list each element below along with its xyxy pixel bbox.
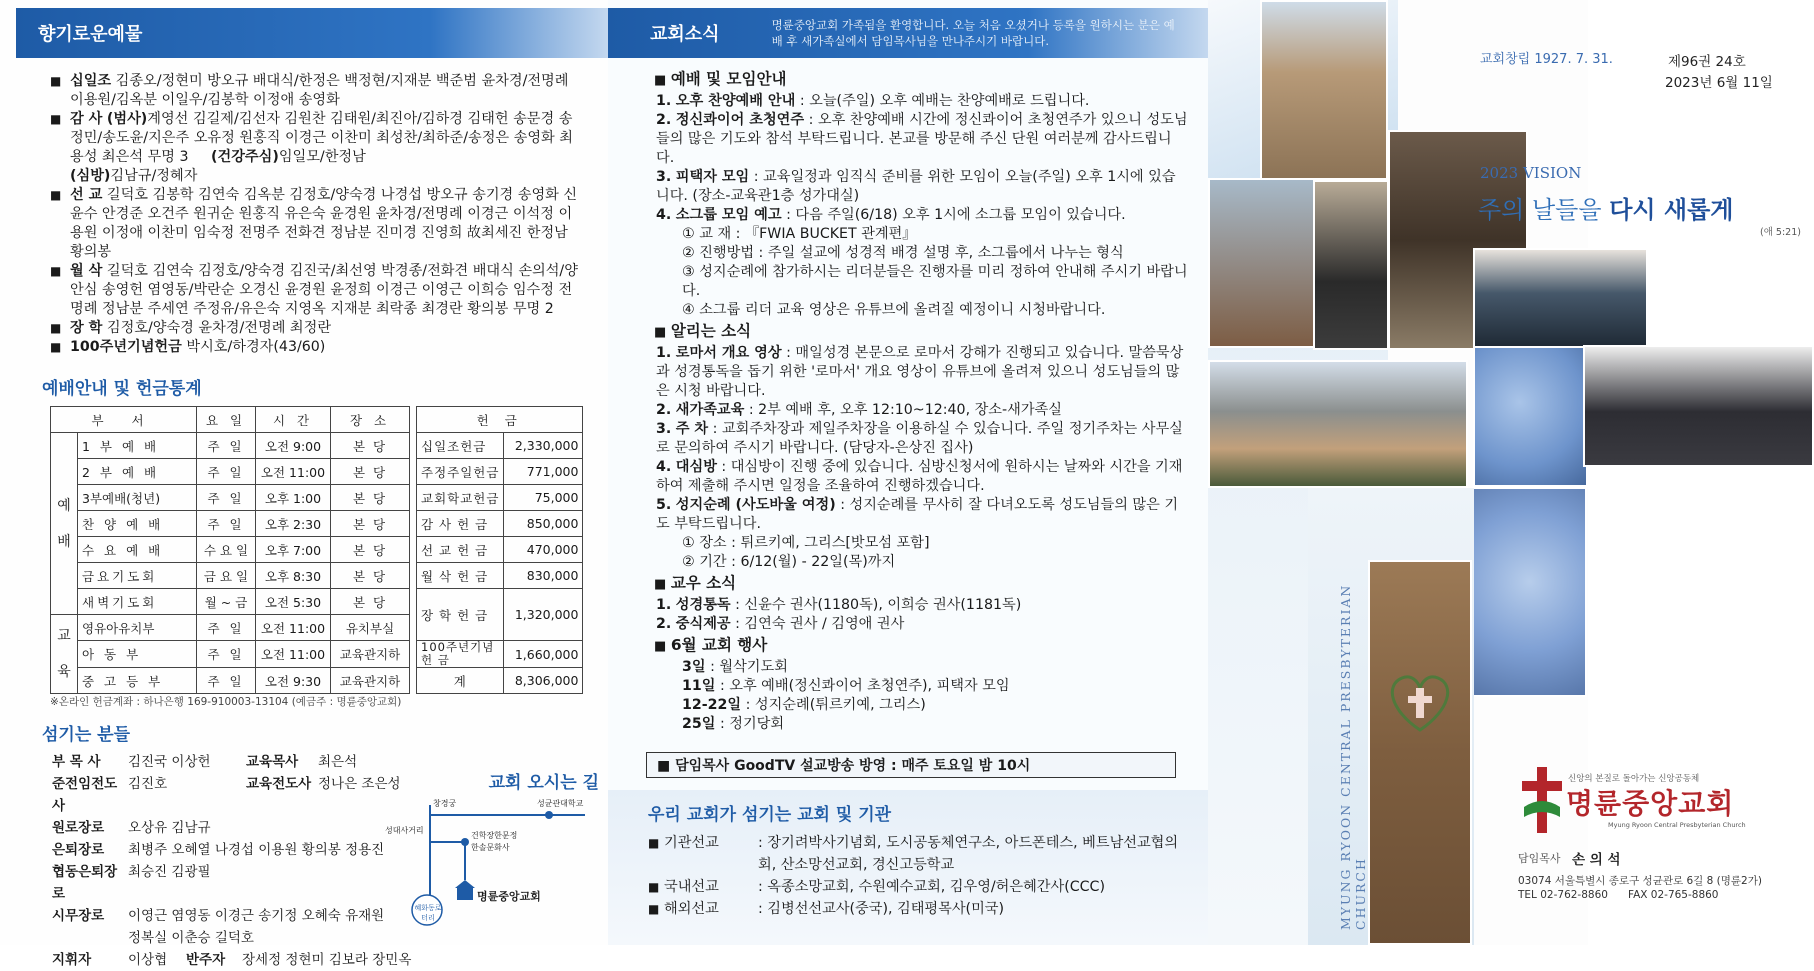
staff-row: 지휘자 이상협 반주자 장세정 정현미 김보라 장민옥 — [52, 952, 412, 968]
church-name-en: Myung Ryoon Central Presbyterian Church — [1608, 821, 1746, 829]
church-address: 03074 서울특별시 종로구 성균관로 6길 8 (명륜2가) — [1518, 875, 1762, 887]
news-section-title: ■ 6월 교회 행사 — [654, 636, 1188, 656]
table-row: 2 부 예 배 주 일 오전 11:00 본 당 주정주일헌금 771,000 — [51, 459, 583, 485]
volume-number: 제96권 24호 — [1668, 54, 1746, 70]
map-label: 창경궁 — [433, 799, 457, 808]
offering-item: ■ 100주년기념헌금 박시호/하경자(43/60) — [50, 338, 580, 357]
news-subitem: ② 기간 : 6/12(월) - 22일(목)까지 — [682, 554, 896, 570]
logo-tagline: 신앙의 본질로 돌아가는 신앙공동체 — [1568, 774, 1700, 784]
wooden-cross-photo — [1368, 560, 1472, 945]
news-list — [648, 68, 1188, 734]
news-panel — [608, 0, 1208, 945]
table-row: 금요기도회 금 요 일 오후 8:30 본 당 월 삭 헌 금 830,000 — [51, 563, 583, 589]
news-item: 1. 성경통독 : 신윤수 권사(1180독), 이희승 권사(1181독) — [656, 597, 1022, 613]
col-header: 헌 금 — [417, 407, 583, 433]
staff-row: 원로장로 오상유 김남규 — [52, 820, 211, 836]
institutions-title: 우리 교회가 섬기는 교회 및 기관 — [648, 805, 892, 825]
choir-photo-front — [1473, 248, 1648, 348]
offering-item: ■ 감 사 (범사)계영선 김길제/김선자 김원찬 김태원/최진아/김하경 김태헌 송문경 송정민/송도윤/지은주 오유정 원홍직 이경근 이찬미 최성찬/최하준/송정은 송영화 최용성 최은석 무명 3 (건강주심)임일모/한정남 (심방)김남규/정혜자 — [50, 110, 580, 186]
building-photo — [1208, 178, 1315, 348]
institution-row: ■ 국내선교 : 옥종소망교회, 수원예수교회, 김우영/허은혜간사(CCC) — [648, 876, 1188, 898]
news-item: 1. 로마서 개요 영상 : 매일성경 본문으로 로마서 강해가 진행되고 있습니다. 말씀묵상과 성경통독을 돕기 위한 '로마서' 개요 영상이 유튜브에 올려져 있으니 성도님들의 많은 시청 바랍니다. — [656, 345, 1184, 399]
col-header: 요 일 — [197, 407, 256, 433]
group-label: 예 배 — [51, 433, 78, 615]
issue-date: 2023년 6월 11일 — [1665, 75, 1773, 91]
staff-title: 섬기는 분들 — [42, 725, 131, 745]
event-item: 3일 : 월삭기도회 — [682, 659, 788, 675]
table-row: 아 동 부 주 일 오전 11:00 교육관지하 100주년기념 헌 금 1,660,000 — [51, 641, 583, 668]
table-row: 3부예배(청년) 주 일 오후 1:00 본 당 교회학교헌금 75,000 — [51, 485, 583, 511]
cover-panel — [1208, 0, 1814, 945]
news-item: 2. 정신콰이어 초청연주 : 오후 찬양예배 시간에 정신콰이어 초청연주가 있으니 성도님들의 많은 기도와 참석 부탁드립니다. 본교를 방문해 주신 단원 여러분께 감사드립니다. — [656, 112, 1188, 166]
offering-item: ■ 선 교 길덕호 김봉학 김연숙 김옥분 김정호/양숙경 나경섭 방오규 송기경 송영화 신윤수 안경준 오건주 원귀순 원홍직 유은숙 윤경원 윤차경/전명례 이경근 이석정 이용원 이정애 이찬미 임숙정 전명주 전화견 정남분 진미경 진영희 故최세진 한정남 황의봉 — [50, 186, 580, 262]
staff-row: 부 목 사 김진국 이상헌 교육목사 최은석 — [52, 754, 358, 770]
col-header: 시 간 — [256, 407, 331, 433]
institution-row: ■ 기관선교 : 장기려박사기념회, 도시공동체연구소, 아드폰테스, 베트남선교협의회, 산소망선교회, 경신고등학교 — [648, 832, 1188, 876]
news-subitem: ② 진행방법 : 주일 설교에 성경적 배경 설명 후, 소그룹에서 나누는 형식 — [682, 245, 1124, 261]
elders-photo-front — [1583, 345, 1814, 467]
news-item: 2. 새가족교육 : 2부 예배 후, 오후 12:10~12:40, 장소-새가족실 — [656, 402, 1062, 418]
map-label: 명륜중앙교회 — [477, 890, 541, 903]
map-label: 한솔문화사 — [471, 843, 510, 852]
offering-panel — [0, 0, 608, 968]
institutions-list — [648, 832, 1188, 920]
news-subitem: ① 교 재 : 『FWIA BUCKET 관계편』 — [682, 226, 917, 242]
pastor-name: 손 의 석 — [1572, 852, 1621, 868]
staff-row: 은퇴장로 최병주 오혜열 나경섭 이용원 황의봉 정용진 — [52, 842, 385, 858]
news-item: 4. 대심방 : 대심방이 진행 중에 있습니다. 심방신청서에 원하시는 날짜와 시간을 기재하여 제출해 주시면 일정을 조율하여 진행하겠습니다. — [656, 459, 1183, 494]
event-item: 25일 : 정기당회 — [682, 716, 785, 732]
group-trip-photo — [1208, 360, 1468, 488]
news-subitem: ① 장소 : 튀르키예, 그리스[밧모섬 포함] — [682, 535, 930, 551]
offering-item: ■ 월 삭 길덕호 김연숙 김정호/양숙경 김진국/최선영 박경종/전화견 배대식 손의석/양안심 송영헌 염영동/박란순 오경신 윤경원 윤정희 이경근 이영근 이희승 임수정 전명례 정남분 주세연 주정유/유은숙 지영옥 지재분 최락종 최경란 황의봉 무명 2 — [50, 262, 580, 319]
church-fax: FAX 02-765-8860 — [1628, 889, 1719, 901]
vision-year: 2023 VISION — [1480, 164, 1582, 182]
vision-reference: (애 5:21) — [1760, 227, 1801, 238]
staff-row: 시무장로 이영근 염영동 이경근 송기정 오혜숙 유재원 — [52, 908, 385, 924]
map-label: 성균관대학교 — [537, 799, 584, 808]
news-item: 5. 성지순례 (사도바울 여정) : 성지순례를 무사히 잘 다녀오도록 성도님들의 많은 기도 부탁드립니다. — [656, 497, 1179, 532]
staff-row: 정복실 이춘승 길덕호 — [128, 930, 254, 946]
service-title: 예배안내 및 헌금통계 — [42, 379, 202, 399]
founded-date: 교회창립 1927. 7. 31. — [1480, 52, 1613, 67]
vertical-church-name: MYUNG RYOON CENTRAL PRESBYTERIAN CHURCH — [1338, 583, 1368, 930]
heart-cross-icon — [1380, 660, 1460, 740]
institution-row: ■ 해외선교 : 김병선선교사(중국), 김태평목사(미국) — [648, 898, 1188, 920]
account-note: ※온라인 헌금계좌 : 하나은행 169-910003-13104 (예금주 : 명륜중앙교회) — [50, 696, 402, 708]
church-tel: TEL 02-762-8860 — [1518, 889, 1608, 901]
news-header-title: 교회소식 — [650, 24, 720, 45]
news-section-title: ■ 교우 소식 — [654, 574, 1188, 594]
news-item: 1. 오후 찬양예배 안내 : 오늘(주일) 오후 예배는 찬양예배로 드립니다. — [656, 93, 1090, 109]
offering-item: ■ 십일조 김종오/정현미 방오규 배대식/한정은 백정현/지재분 백준범 윤차경/전명례 이용원/김옥분 이일우/김봉학 이정애 송영화 — [50, 72, 580, 110]
service-table — [50, 406, 583, 694]
staff-row: 협동은퇴장로 최승진 김광필 — [52, 864, 211, 902]
event-item: 12-22일 : 성지순례(튀르키예, 그리스) — [682, 697, 926, 713]
map-label: 성대사거리 — [385, 826, 424, 835]
map-title: 교회 오시는 길 — [488, 773, 599, 793]
staff-row: 준전임전도사 김진호 교육전도사 정나은 조은성 — [52, 776, 401, 814]
map-label: 혜화동로터리 — [414, 904, 442, 922]
news-item: 3. 주 차 : 교회주차장과 제일주차장을 이용하실 수 있습니다. 주일 정기주차는 사무실로 문의하여 주시기 바랍니다. (담당자-은상진 집사) — [656, 421, 1183, 456]
pastor-photo — [1313, 180, 1389, 350]
news-item: 2. 중식제공 : 김연숙 권사 / 김영애 권사 — [656, 616, 905, 632]
offering-header — [16, 8, 608, 58]
event-item: 11일 : 오후 예배(정신콰이어 초청연주), 피택자 모임 — [682, 678, 1010, 694]
news-subitem: ③ 성지순례에 참가하시는 리더분들은 진행자를 미리 정하여 안내해 주시기 바랍니다. — [682, 264, 1188, 299]
goodtv-notice: ■ 담임목사 GoodTV 설교방송 방영 : 매주 토요일 밤 10시 — [646, 752, 1176, 778]
hydrangea-photo — [1473, 345, 1588, 487]
table-row: 예 배 1 부 예 배 주 일 오전 9:00 본 당 십일조헌금 2,330,000 — [51, 433, 583, 459]
offering-header-title: 향기로운예물 — [38, 24, 143, 45]
pastor-label: 담임목사 — [1518, 852, 1561, 865]
table-row: 중 고 등 부 주 일 오전 9:30 교육관지하 계 8,306,000 — [51, 668, 583, 694]
news-section-title: ■ 예배 및 모임안내 — [654, 70, 1188, 90]
col-header: 부 서 — [51, 407, 197, 433]
group-label: 교 육 — [51, 615, 78, 694]
offering-item: ■ 장 학 김정호/양숙경 윤차경/전명례 최정란 — [50, 319, 580, 338]
staff-list — [52, 751, 411, 971]
map-label: 건학장한문정 — [471, 831, 518, 840]
news-header — [608, 8, 1208, 58]
news-header-note: 명륜중앙교회 가족됨을 환영합니다. 오늘 처음 오셨거나 등록을 원하시는 분은 예배 후 새가족실에서 담임목사님을 만나주시기 바랍니다. — [771, 18, 1175, 48]
hydrangea-photo-2 — [1472, 487, 1587, 697]
news-subitem: ④ 소그룹 리더 교육 영상은 유튜브에 올려질 예정이니 시청바랍니다. — [682, 302, 1106, 318]
church-name: 명륜중앙교회 — [1566, 787, 1735, 820]
offering-list — [50, 72, 580, 357]
directions-map — [385, 760, 603, 930]
table-row: 수 요 예 배 수 요 일 오후 7:00 본 당 선 교 헌 금 470,000 — [51, 537, 583, 563]
church-logo-icon — [1520, 767, 1564, 833]
church-tower-photo — [1260, 0, 1388, 180]
table-row: 교 육 영유아유치부 주 일 오전 11:00 유치부실 — [51, 615, 583, 641]
news-section-title: ■ 알리는 소식 — [654, 322, 1188, 342]
table-row: 찬 양 예 배 주 일 오후 2:30 본 당 감 사 헌 금 850,000 — [51, 511, 583, 537]
news-item: 3. 피택자 모임 : 교육일정과 임직식 준비를 위한 모임이 오늘(주일) 오후 1시에 있습니다. (장소-교육관1층 성가대실) — [656, 169, 1176, 204]
table-row: 새벽기도회 월 ~ 금 오전 5:30 본 당 장 학 헌 금 1,320,000 — [51, 589, 583, 615]
col-header: 장 소 — [331, 407, 410, 433]
vision-text: 주의 날들을 다시 새롭게 — [1478, 196, 1734, 224]
news-item: 4. 소그룹 모임 예고 : 다음 주일(6/18) 오후 1시에 소그룹 모임이 있습니다. — [656, 207, 1126, 223]
